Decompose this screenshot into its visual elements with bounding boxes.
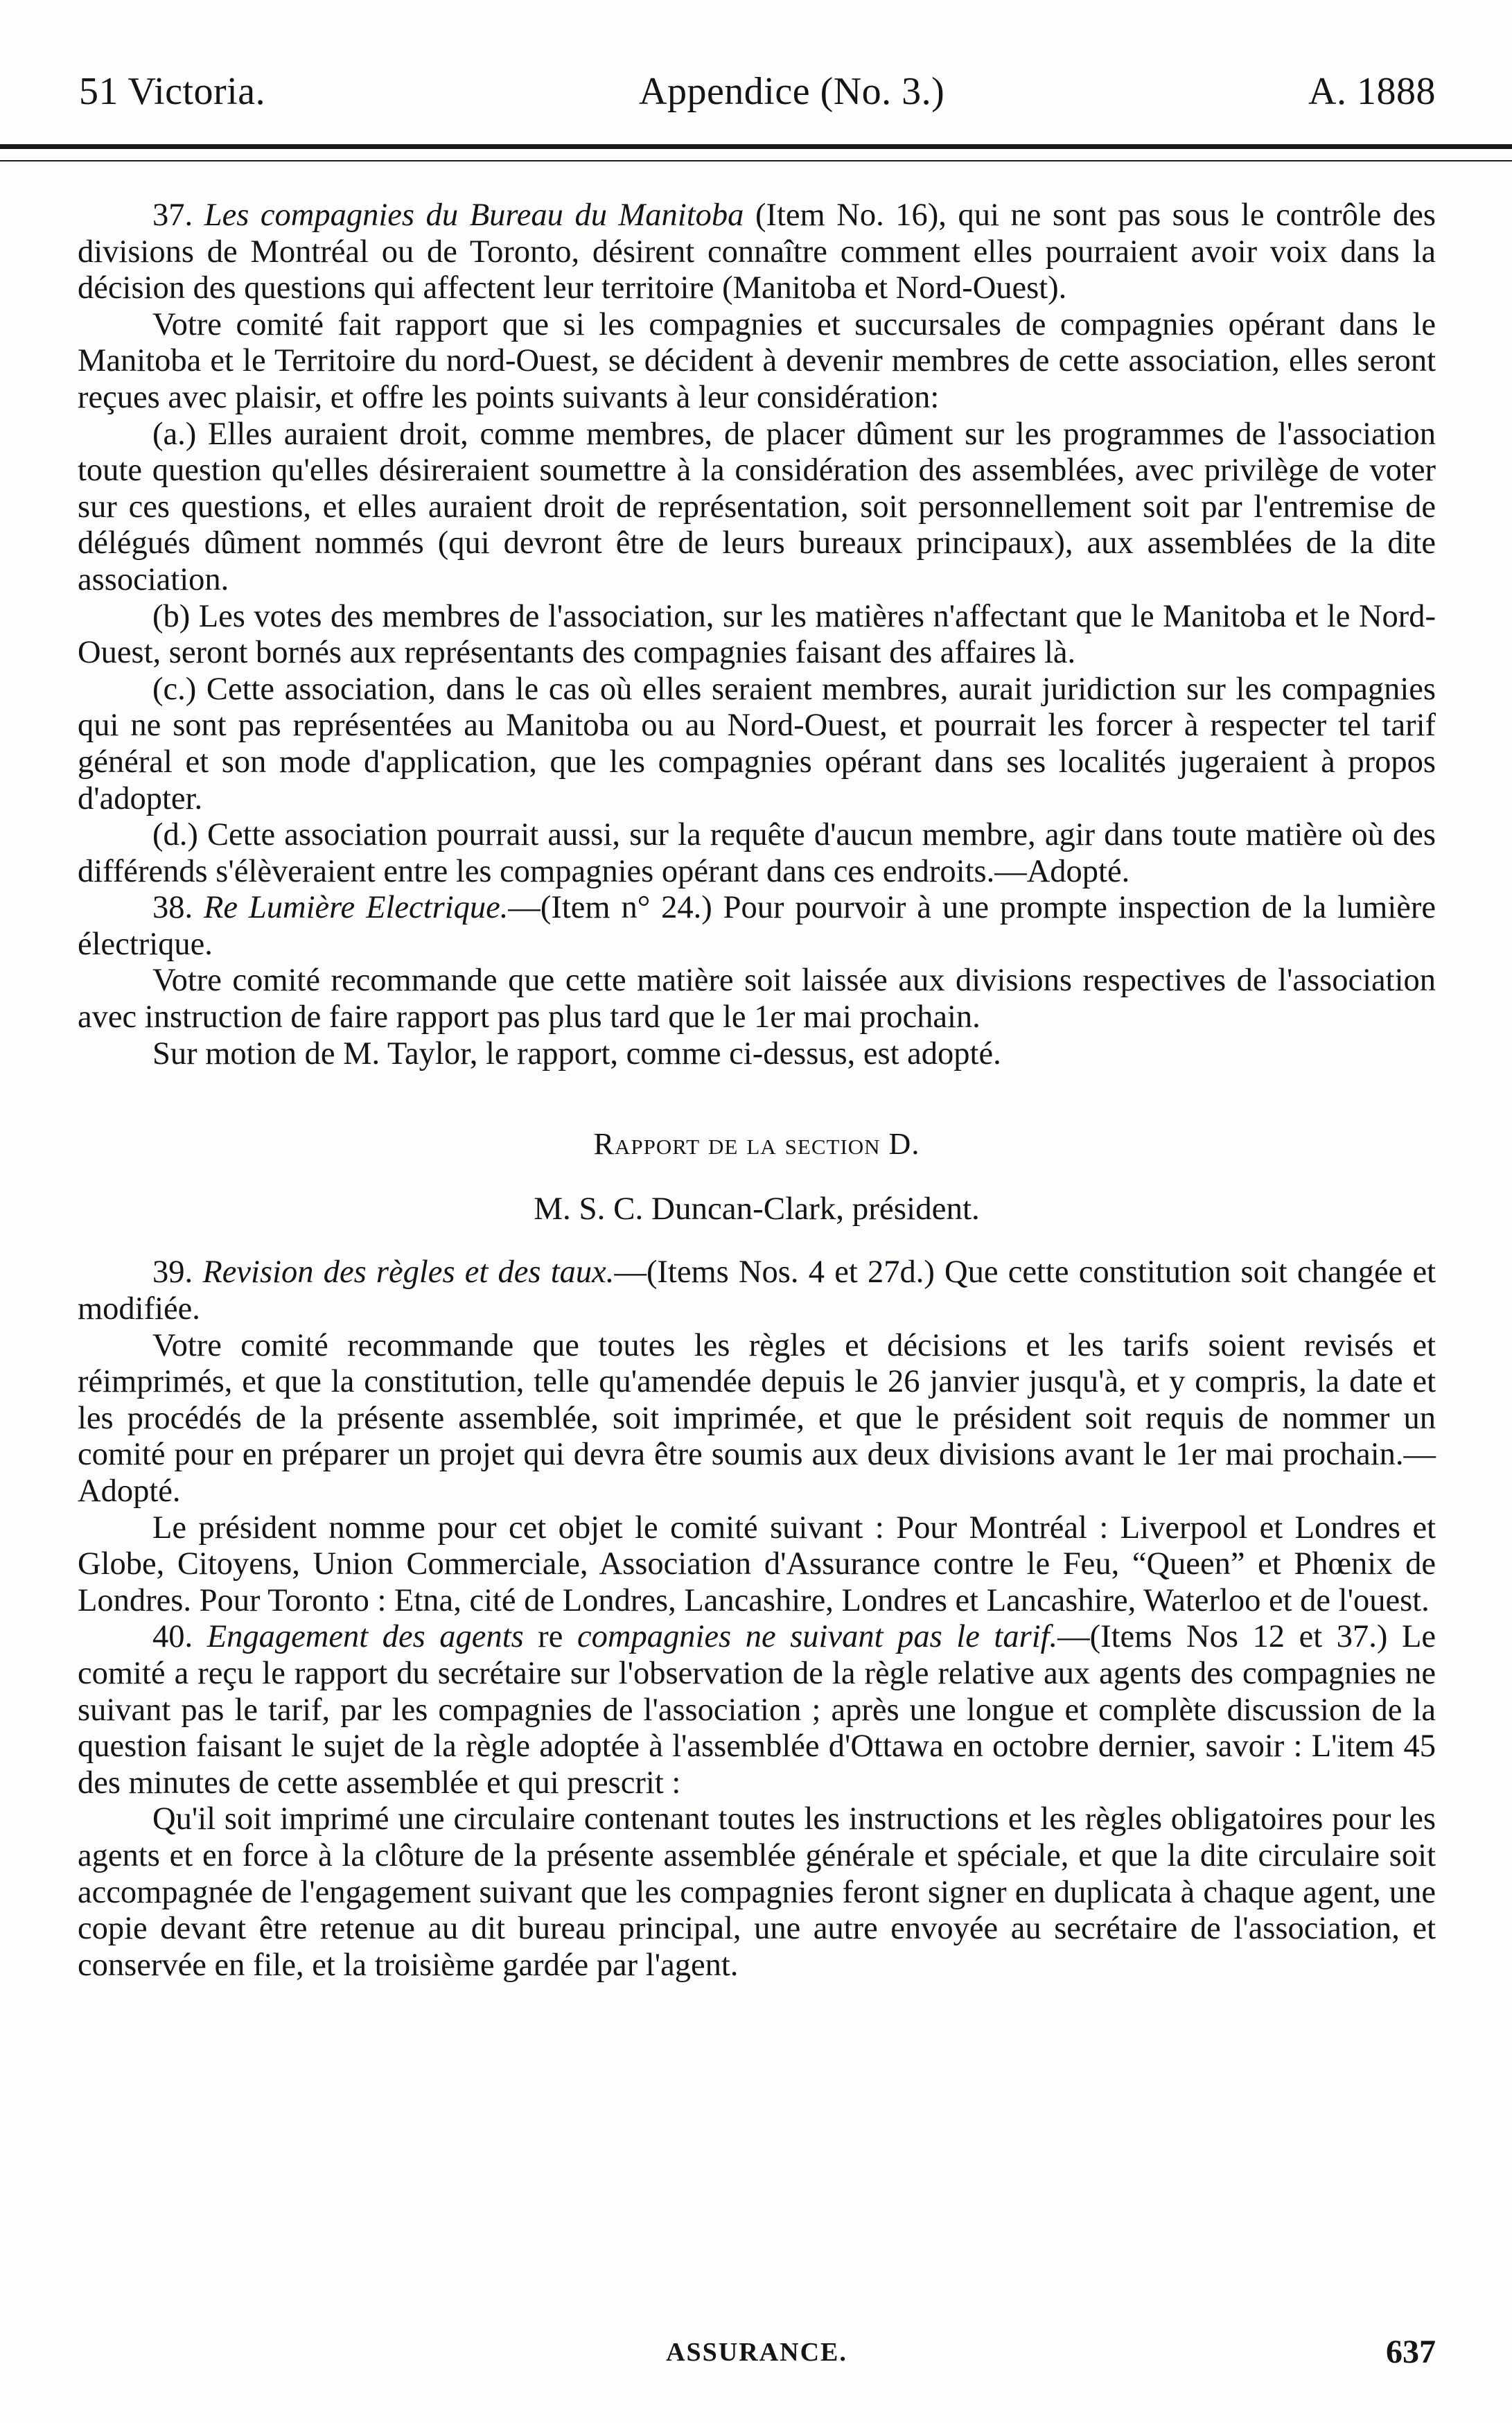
item-text: —(Items Nos 12 et 37.) Le comité a reçu le rapport du secrétaire sur l'observation de la règle relative aux agents des compagnies ne suivant pas le tarif, par les compagnies de l'association ; après une longue et complète discussion de la question faisant le sujet de la règle adoptée à l'assemblée d'Ottawa en octobre dernier, savoir : L'item 45 des minutes de cette assemblée et qui prescrit : [78, 1619, 1436, 1801]
paragraph: Votre comité recommande que toutes les règles et décisions et les tarifs soient revisés et réimprimés, et que la constitution, telle qu'amendée depuis le 26 janvier jusqu'à, et y compris, la date et les procédés de la présente assemblée, soit imprimée, et que le président soit requis de nommer un comité pour en préparer un projet qui devra être soumis aux deux divisions avant le 1er mai prochain.—Adopté. [78, 1327, 1436, 1509]
item-number: 39. [152, 1254, 193, 1291]
page-number: 637 [1386, 2334, 1436, 2370]
item-number: 38. [152, 890, 193, 926]
paragraph: Votre comité recommande que cette matière soit laissée aux divisions respectives de l'association avec instruction de faire rapport pas plus tard que le 1er mai prochain. [78, 963, 1436, 1035]
header-rule [0, 144, 1512, 161]
section-heading [78, 1126, 1436, 1163]
item-39-lead [78, 1254, 1436, 1327]
paragraph: Le président nomme pour cet objet le comité suivant : Pour Montréal : Liverpool et Londres et Globe, Citoyens, Union Commerciale, Association d'Assurance contre le Feu, “Queen” et Phœnix de Londres. Pour Toronto : Etna, cité de Londres, Lancashire, Londres et Lancashire, Waterloo et de l'ouest. [78, 1510, 1436, 1618]
item-text: —(Item n° 24.) Pour pourvoir à une prompte inspection de la lumière électrique. [78, 890, 1436, 962]
paragraph: Qu'il soit imprimé une circulaire contenant toutes les instructions et les règles obligatoires pour les agents et en force à la clôture de la présente assemblée générale et spéciale, et que la dite circulaire soit accompagnée de l'engagement suivant que les compagnies feront signer en duplicata à chaque agent, une copie devant être retenue au dit bureau principal, une autre envoyée au secrétaire de l'association, et conservée en file, et la troisième gardée par l'agent. [78, 1801, 1436, 1983]
item-37-lead [78, 198, 1436, 307]
paragraph: Sur motion de M. Taylor, le rapport, comme ci-dessus, est adopté. [152, 1035, 1001, 1071]
section-heading-rest: apport de la section D. [615, 1127, 920, 1162]
item-title-connector: re [523, 1619, 578, 1655]
item-38-lead [78, 890, 1436, 963]
header-appendix: Appendice (No. 3.) [639, 70, 945, 113]
paragraph: (d.) Cette association pourrait aussi, sur la requête d'aucun membre, agir dans toute matière où des différends s'élèveraient entre les compagnies opérant dans ces endroits.—Adopté. [78, 817, 1436, 889]
section-heading-initial: R [593, 1127, 615, 1162]
paragraph: (b) Les votes des membres de l'association, sur les matières n'affectant que le Manitoba et le Nord-Ouest, seront bornés aux représentants des compagnies faisant des affaires là. [78, 598, 1436, 671]
running-header [78, 0, 1436, 132]
catchword: ASSURANCE. [666, 2338, 847, 2367]
item-title: Revision des règles et des taux. [202, 1254, 615, 1291]
item-text: (Item No. 16), qui ne sont pas sous le contrôle des divisions de Montréal ou de Toronto, désirent connaître comment elles pourraient avoir voix dans la décision des questions qui affectent leur territoire (Manitoba et Nord-Ouest). [78, 198, 1436, 306]
item-40-lead [78, 1619, 1436, 1801]
header-session: 51 Victoria. [79, 70, 266, 113]
item-title-continued: compagnies ne suivant pas le tarif. [577, 1619, 1058, 1655]
item-title: Re Lumière Electrique. [204, 890, 509, 926]
section-president: M. S. C. Duncan-Clark, président. [534, 1190, 980, 1227]
item-number: 37. [152, 198, 193, 233]
header-year: A. 1888 [1308, 70, 1436, 113]
paragraph: (c.) Cette association, dans le cas où elles seraient membres, aurait juridiction sur les compagnies qui ne sont pas représentées au Manitoba ou au Nord-Ouest, et pourrait les forcer à respecter tel tarif général et son mode d'application, que les compagnies opérant dans ses localités jugeraient à propos d'adopter. [78, 671, 1436, 816]
paragraph: (a.) Elles auraient droit, comme membres, de placer dûment sur les programmes de l'association toute question qu'elles désireraient soumettre à la considération des assemblées, avec privilège de voter sur ces questions, et elles auraient droit de représentation, soit personnellement soit par l'entremise de délégués dûment nommés (qui devront être de leurs bureaux principaux), aux assemblées de la dite association. [78, 416, 1436, 597]
item-title: Engagement des agents [206, 1619, 524, 1655]
item-number: 40. [152, 1619, 193, 1655]
paragraph: Votre comité fait rapport que si les compagnies et succursales de compagnies opérant dans le Manitoba et le Territoire du nord-Ouest, se décident à devenir membres de cette association, elles seront reçues avec plaisir, et offre les points suivants à leur considération: [78, 306, 1436, 415]
item-title: Les compagnies du Bureau du Manitoba [204, 198, 744, 233]
page-body [78, 198, 1436, 1984]
item-text: —(Items Nos. 4 et 27d.) Que cette constitution soit changée et modifiée. [78, 1254, 1436, 1327]
page-footer [78, 2334, 1436, 2379]
